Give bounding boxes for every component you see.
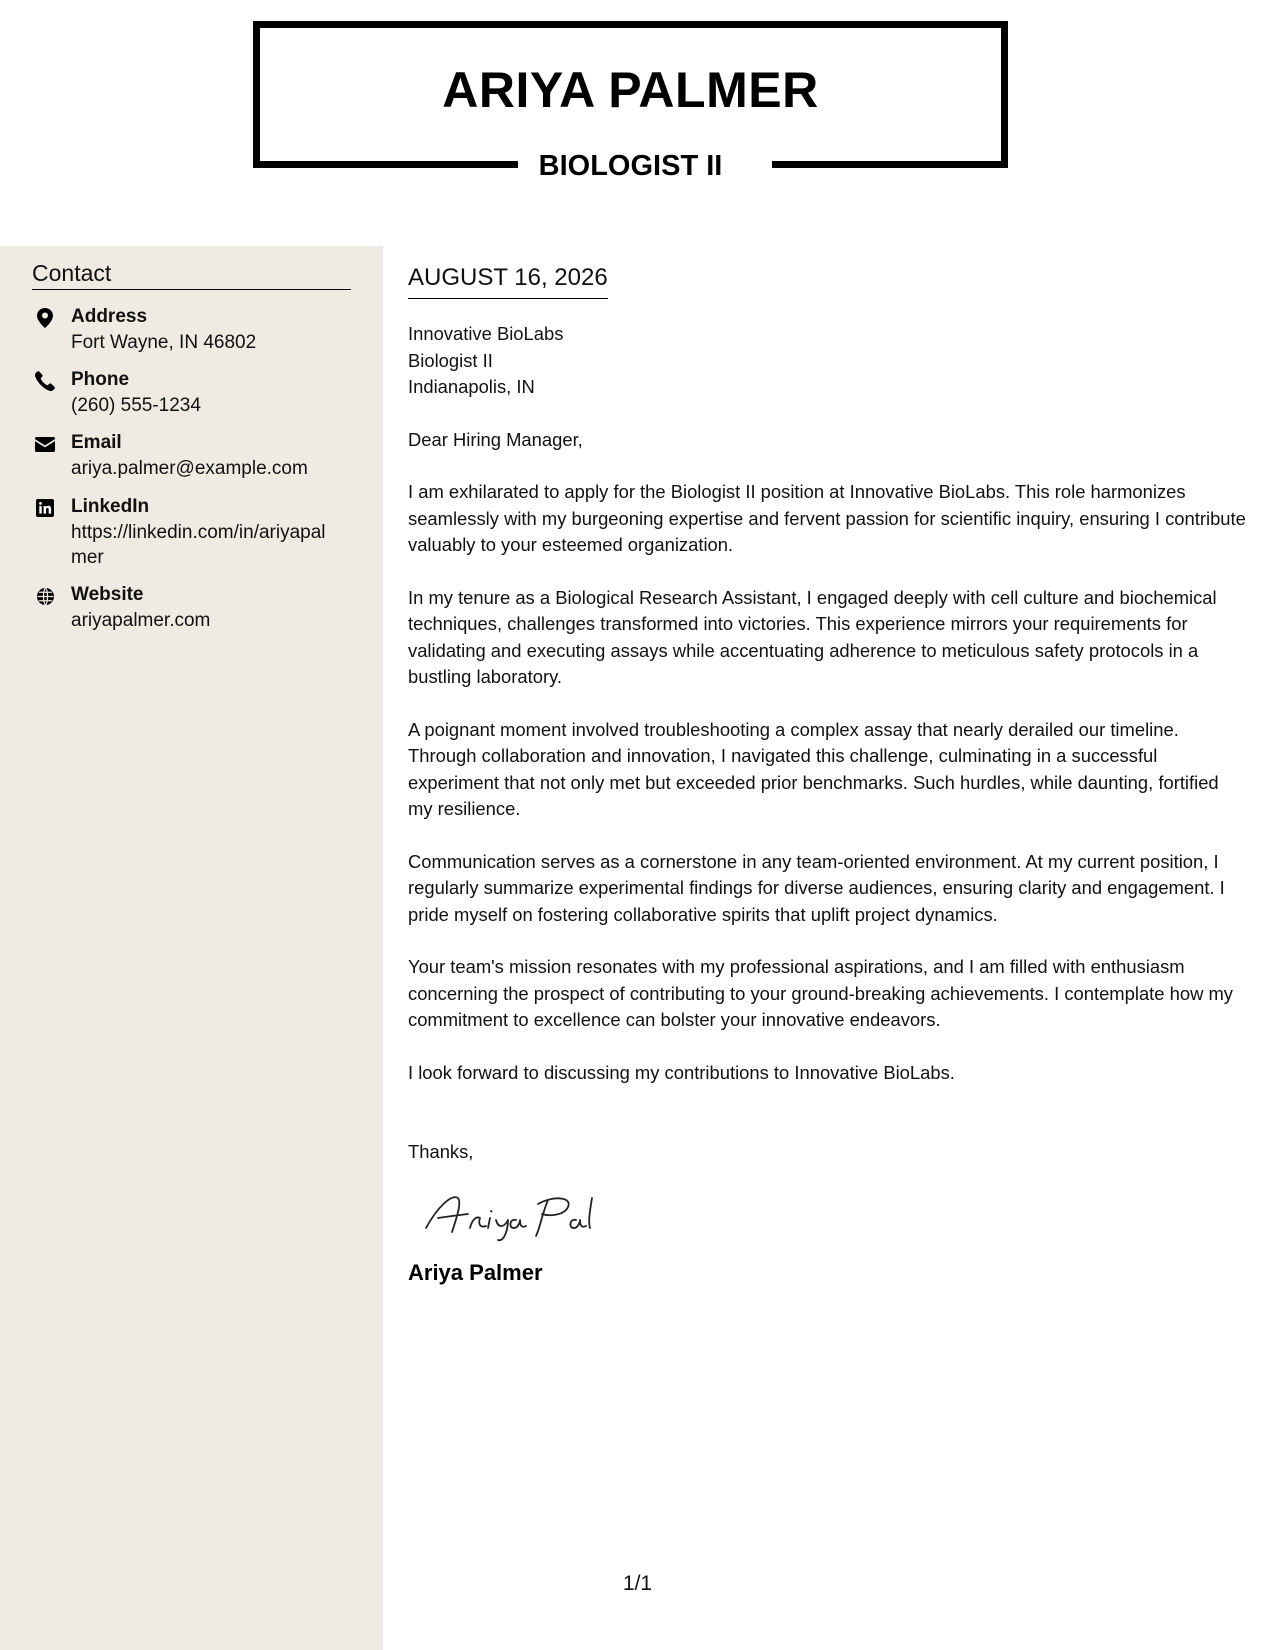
recipient-location: Indianapolis, IN [408,376,535,397]
job-title: BIOLOGIST II [538,150,723,182]
paragraph: I look forward to discussing my contributions to Innovative BioLabs. [408,1061,955,1083]
contact-email-label: Email [71,432,122,453]
closing: Thanks, [408,1141,474,1162]
contact-address-value: Fort Wayne, IN 46802 [71,332,257,353]
map-pin-icon [32,307,58,329]
applicant-name: ARIYA PALMER [442,62,819,118]
header-frame [253,21,1008,168]
contact-linkedin-value: https://linkedin.com/in/ariyapalmer [71,522,326,568]
linkedin-icon [32,497,58,519]
contact-address-label: Address [71,306,148,327]
contact-sidebar [0,246,383,1650]
paragraph: I am exhilarated to apply for the Biologist II position at Innovative BioLabs. This role harmonizes seamlessly with my burgeoning expertise and fervent passion for scientific inquiry, ensuring I contribute valuably to your esteemed organization. [408,481,1246,555]
paragraph: In my tenure as a Biological Research Assistant, I engaged deeply with cell culture and biochemical techniques, challenges transformed into victories. This experience mirrors your requirements for validating and executing assays while accentuating adherence to meticulous safety protocols in a bustling laboratory. [408,586,1217,687]
envelope-icon [32,433,58,455]
salutation: Dear Hiring Manager, [408,428,583,450]
letter-body [408,262,1248,1284]
contact-email-value: ariya.palmer@example.com [71,458,308,479]
page-number: 1/1 [622,1572,653,1595]
contact-phone-label: Phone [71,369,130,390]
contact-heading: Contact [32,262,351,290]
recipient-block [408,321,1248,401]
handwritten-signature [416,1184,666,1244]
contact-website-value: ariyapalmer.com [71,610,211,631]
phone-icon [32,370,58,392]
signer-name: Ariya Palmer [408,1259,543,1285]
globe-icon [32,585,58,607]
recipient-company: Innovative BioLabs [408,323,564,344]
paragraph: A poignant moment involved troubleshooting a complex assay that nearly derailed our timeline. Through collaboration and innovation, I navigated this challenge, culminating in a successful experiment that not only met but exceeded prior benchmarks. Such hurdles, while daunting, fortified my resilience. [408,718,1219,819]
contact-phone-value: (260) 555-1234 [71,395,201,416]
recipient-position: Biologist II [408,349,493,371]
letter-date: AUGUST 16, 2026 [408,266,608,299]
paragraph: Communication serves as a cornerstone in any team-oriented environment. At my current position, I regularly summarize experimental findings for diverse audiences, ensuring clarity and engagement. I pride myself on fostering collaborative spirits that uplift project dynamics. [408,850,1225,925]
contact-linkedin-label: LinkedIn [71,496,150,517]
paragraph: Your team's mission resonates with my professional aspirations, and I am filled with enthusiasm concerning the prospect of contributing to your ground-breaking achievements. I contemplate how my commitment to excellence can bolster your innovative endeavors. [408,956,1233,1030]
contact-website-label: Website [71,584,144,605]
